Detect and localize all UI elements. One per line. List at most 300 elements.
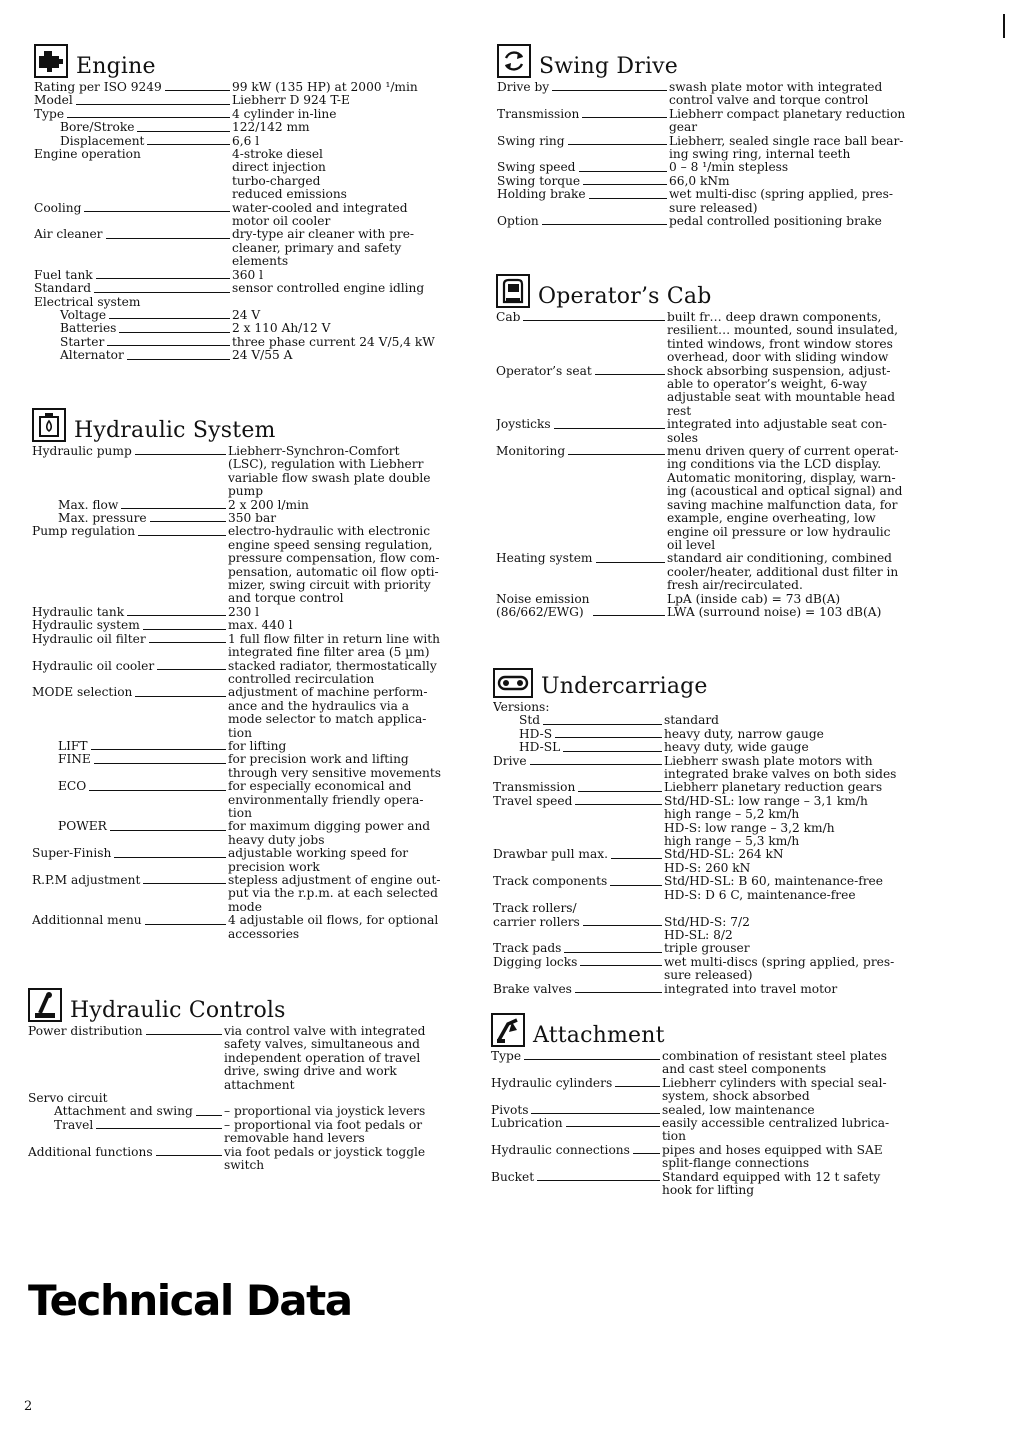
spec-value: 24 V (232, 307, 261, 322)
spec-label-cell (32, 633, 228, 646)
swing-drive-title: Swing Drive (539, 54, 679, 79)
leader-line (149, 642, 226, 643)
spec-value: 6,6 l (232, 133, 260, 148)
leader-line (109, 318, 230, 319)
spec-value: 230 l (228, 604, 260, 619)
spec-value: – proportional via joystick levers (224, 1104, 426, 1119)
spec-row (32, 820, 472, 847)
spec-label: Servo circuit (28, 1092, 108, 1106)
spec-row (493, 701, 943, 714)
leader-line (143, 629, 226, 630)
spec-label: Electrical system (34, 295, 141, 309)
spec-label-cell (493, 755, 664, 768)
spec-label-cell (32, 874, 228, 887)
spec-row (34, 148, 464, 202)
spec-value: swash plate motor with integrated control valve and torque control (669, 80, 883, 108)
rotation-arrows-icon (497, 44, 531, 78)
spec-value: dry-type air cleaner with pre- cleaner, primary and safety elements (232, 227, 415, 269)
attachment-heading (491, 1005, 941, 1047)
spec-label-cell (34, 135, 232, 148)
spec-label: MODE selection (32, 686, 133, 700)
operators-cab-section (496, 266, 946, 619)
spec-label-cell (32, 753, 228, 766)
spec-value: 2 x 200 l/min (228, 497, 309, 512)
spec-row (34, 202, 464, 229)
spec-label-cell (497, 161, 669, 174)
spec-row (34, 94, 464, 107)
spec-label: Engine operation (34, 148, 141, 162)
spec-row (32, 753, 472, 780)
leader-line (568, 144, 667, 145)
spec-row (32, 874, 472, 914)
spec-label-cell (496, 418, 667, 431)
spec-value: stacked radiator, thermostatically controlled recirculation (228, 658, 437, 686)
spec-value: Std/HD-SL: 264 kN HD-S: 260 kN (664, 847, 784, 875)
leader-line (575, 804, 662, 805)
spec-label: Drive by (497, 81, 550, 94)
spec-label: Model (34, 94, 73, 108)
spec-value: LpA (inside cab) = 73 dB(A) LWA (surround noise) = 103 dB(A) (667, 591, 882, 619)
spec-row (34, 322, 464, 335)
leader-line (127, 359, 230, 360)
spec-label-cell (493, 983, 664, 996)
spec-row (32, 512, 472, 525)
spec-row (34, 81, 464, 94)
spec-row (493, 741, 943, 754)
spec-label-cell (493, 714, 664, 727)
spec-label: Fuel tank (34, 268, 93, 282)
spec-row (497, 161, 947, 174)
leader-line (156, 1155, 222, 1156)
spec-label-cell (497, 108, 669, 121)
leader-line (91, 749, 227, 750)
spec-value: Liebherr compact planetary reduction gear (669, 106, 906, 135)
spec-row (32, 847, 472, 874)
leader-line (568, 454, 665, 455)
spec-value: Liebherr planetary reduction gears (664, 780, 883, 795)
spec-label: Drawbar pull max. (493, 848, 608, 862)
leader-line (96, 1128, 222, 1129)
spec-value: easily accessible centralized lubrica- tion (662, 1116, 890, 1144)
spec-label: Hydraulic cylinders (491, 1076, 613, 1090)
spec-label-cell (32, 660, 228, 673)
leader-line (96, 278, 230, 279)
spec-label: Swing speed (497, 161, 576, 175)
spec-label-cell (34, 148, 232, 161)
leader-line (542, 224, 667, 225)
leader-line (596, 562, 666, 563)
spec-label: POWER (58, 820, 107, 834)
leader-line (67, 117, 230, 118)
spec-row (32, 740, 472, 753)
spec-row (496, 552, 946, 592)
leader-line (107, 345, 230, 346)
spec-row (497, 135, 947, 162)
engine-title: Engine (76, 54, 156, 79)
spec-value: Liebherr swash plate motors with integrated brake valves on both sides (664, 753, 897, 782)
leader-line (552, 90, 667, 91)
spec-value: Standard equipped with 12 t safety hook for lifting (662, 1169, 881, 1198)
spec-label: Power distribution (28, 1025, 143, 1038)
spec-row (493, 956, 943, 983)
hydraulic-controls-section (28, 980, 468, 1172)
spec-row (28, 1105, 468, 1118)
leader-line (106, 238, 231, 239)
spec-label: HD-S (519, 727, 553, 741)
swing-drive-section (497, 36, 947, 228)
leader-line (595, 374, 665, 375)
spec-label-cell (493, 781, 664, 794)
undercarriage-title: Undercarriage (541, 674, 708, 699)
spec-label: Track pads (493, 942, 562, 956)
spec-value: 4 cylinder in-line (232, 106, 337, 121)
spec-label-cell (497, 175, 669, 188)
spec-label-cell (491, 1077, 662, 1090)
spec-label: Heating system (496, 552, 593, 566)
spec-value: Liebherr, sealed single race ball bear- ing swing ring, internal teeth (669, 133, 904, 162)
spec-value: adjustable working speed for precision work (228, 846, 409, 874)
spec-value: 360 l (232, 267, 264, 282)
leader-line (537, 1180, 660, 1181)
spec-value: 99 kW (135 HP) at 2000 ¹/min (232, 80, 418, 94)
spec-value: via control valve with integrated safety valves, simultaneous and independent operation of travel drive, swing drive and work attachment (224, 1024, 426, 1092)
spec-value: pedal controlled positioning brake (669, 214, 882, 229)
spec-row (491, 1104, 941, 1117)
spec-label-cell (493, 741, 664, 754)
leader-line (543, 724, 662, 725)
spec-value: 24 V/55 A (232, 348, 293, 363)
spec-label: ECO (58, 780, 87, 794)
crawler-track-icon (493, 668, 533, 698)
spec-row (493, 755, 943, 782)
spec-label-cell (32, 847, 228, 860)
spec-label-cell (497, 135, 669, 148)
spec-value: 350 bar (228, 511, 277, 526)
leader-line (157, 669, 226, 670)
spec-row (493, 781, 943, 794)
leader-line (554, 428, 665, 429)
spec-value: for precision work and lifting through very sensitive movements (228, 752, 441, 780)
spec-label-cell (34, 296, 232, 309)
spec-label-cell (493, 795, 664, 808)
spec-label-cell (32, 619, 228, 632)
leader-line (76, 104, 230, 105)
spec-label: Bucket (491, 1170, 535, 1184)
spec-row (34, 269, 464, 282)
leader-line (582, 117, 667, 118)
spec-value: combination of resistant steel plates and cast steel components (662, 1049, 888, 1077)
leader-line (137, 131, 230, 132)
spec-label: Additional functions (28, 1145, 153, 1159)
spec-value: standard (664, 713, 719, 728)
spec-value: 66,0 kNm (669, 173, 730, 188)
spec-row (491, 1050, 941, 1077)
spec-value: 4 adjustable oil flows, for optional accessories (228, 913, 439, 941)
spec-label: Hydraulic pump (32, 445, 132, 458)
spec-label: Voltage (60, 308, 107, 322)
spec-row (28, 1092, 468, 1105)
spec-label-cell (491, 1144, 662, 1157)
spec-label-cell (493, 701, 664, 714)
spec-value: 0 – 8 ¹/min stepless (669, 160, 789, 175)
spec-row (496, 593, 946, 620)
spec-row (491, 1117, 941, 1144)
spec-label: Type (491, 1050, 522, 1063)
spec-label: Max. flow (58, 498, 119, 512)
spec-row (32, 619, 472, 632)
spec-label: Type (34, 107, 65, 121)
spec-row (491, 1171, 941, 1198)
spec-row (496, 418, 946, 445)
spec-row (32, 633, 472, 660)
hydraulic-controls-heading (28, 980, 468, 1022)
spec-label: Attachment and swing (54, 1105, 193, 1119)
spec-value: built fr… deep drawn components, resilient… mounted, sound insulated, tinted windows, front window stores overhead, door with sliding window (667, 310, 899, 365)
spec-label: Transmission (497, 107, 580, 121)
spec-label: Option (497, 215, 539, 229)
spec-label-cell (496, 311, 667, 324)
leader-line (121, 508, 226, 509)
spec-label: Digging locks (493, 955, 578, 969)
swing-drive-rows (497, 81, 947, 228)
spec-value: – proportional via foot pedals or removable hand levers (224, 1117, 423, 1146)
hydraulic-system-heading (32, 400, 472, 442)
leader-line (566, 1126, 660, 1127)
spec-value: 2 x 110 Ah/12 V (232, 321, 331, 336)
spec-label: Starter (60, 335, 105, 349)
spec-label: Max. pressure (58, 512, 147, 526)
spec-row (34, 135, 464, 148)
leader-line (147, 144, 230, 145)
spec-value: electro-hydraulic with electronic engine speed sensing regulation, pressure compensation, flow com- pensation, automatic oil flow opti- mizer, swing circuit with priority and torque control (228, 524, 440, 606)
spec-label-cell (32, 740, 228, 753)
leader-line (165, 90, 230, 91)
spec-label-cell (32, 525, 228, 538)
attachment-title: Attachment (533, 1023, 665, 1048)
spec-label-cell (493, 875, 664, 888)
spec-label: Brake valves (493, 982, 572, 996)
spec-label: HD-SL (519, 741, 561, 755)
spec-label-cell (491, 1050, 662, 1063)
spec-label-cell (496, 365, 667, 378)
leader-line (531, 1113, 660, 1114)
spec-row (28, 1025, 468, 1092)
leader-line (579, 171, 668, 172)
hydraulic-system-rows (32, 445, 472, 941)
spec-label-cell (497, 81, 669, 94)
spec-label: Air cleaner (34, 228, 103, 242)
spec-label: Super-Finish (32, 847, 112, 861)
spec-row (32, 606, 472, 619)
undercarriage-heading (493, 656, 943, 698)
spec-label: Hydraulic system (32, 619, 140, 633)
spec-row (32, 660, 472, 687)
spec-label-cell (34, 336, 232, 349)
spec-row (497, 215, 947, 228)
spec-label-cell (34, 202, 232, 215)
page-edge-mark (1003, 14, 1005, 38)
spec-row (496, 445, 946, 552)
spec-row (34, 108, 464, 121)
spec-label-cell (496, 552, 667, 565)
spec-row (34, 309, 464, 322)
leader-line (145, 924, 226, 925)
spec-row (496, 311, 946, 365)
engine-heading (34, 36, 464, 78)
spec-label: Displacement (60, 134, 145, 148)
spec-label: Joysticks (496, 418, 551, 432)
spec-label: Rating per ISO 9249 (34, 81, 162, 94)
leader-line (633, 1153, 660, 1154)
spec-label-cell (32, 914, 228, 927)
operators-cab-title: Operator’s Cab (538, 284, 712, 309)
leader-line (150, 521, 226, 522)
page-title: Technical Data (28, 1276, 352, 1325)
spec-value: sealed, low maintenance (662, 1102, 815, 1117)
spec-label-cell (32, 445, 228, 458)
engine-icon (34, 44, 68, 78)
spec-label-cell (28, 1119, 224, 1132)
spec-label: Operator’s seat (496, 364, 592, 378)
spec-label-cell (493, 902, 664, 929)
spec-value: triple grouser (664, 941, 750, 956)
leader-line (135, 454, 226, 455)
spec-label: Additionnal menu (32, 914, 142, 928)
leader-line (583, 184, 667, 185)
spec-label: Noise emission (86/662/EWG) (496, 592, 590, 619)
leader-line (146, 1034, 222, 1035)
leader-line (593, 615, 665, 616)
leader-line (563, 751, 662, 752)
spec-value: adjustment of machine perform- ance and the hydraulics via a mode selector to match applica- tion (228, 685, 428, 740)
spec-label: Track rollers/ carrier rollers (493, 902, 580, 929)
spec-value: pipes and hoses equipped with SAE split-flange connections (662, 1142, 883, 1171)
spec-label-cell (34, 349, 232, 362)
spec-label-cell (493, 848, 664, 861)
spec-label-cell (491, 1171, 662, 1184)
spec-label-cell (32, 820, 228, 833)
spec-value: water-cooled and integrated motor oil cooler (232, 200, 408, 229)
spec-label: Travel (54, 1118, 94, 1132)
undercarriage-rows (493, 701, 943, 996)
spec-value: wet multi-disc (spring applied, pres- sure released) (669, 187, 893, 215)
spec-label-cell (34, 282, 232, 295)
leader-line (94, 292, 230, 293)
spec-row (32, 780, 472, 820)
leader-line (119, 332, 230, 333)
spec-label-cell (34, 322, 232, 335)
spec-row (32, 499, 472, 512)
control-lever-icon (28, 988, 62, 1022)
spec-label: FINE (58, 753, 91, 767)
spec-label-cell (34, 269, 232, 282)
leader-line (143, 883, 226, 884)
spec-value: menu driven query of current operat- ing conditions via the LCD display. Automatic monitoring, display, warn- ing (acoustical and optical signal) and saving machine malfunction data, for example, engine overheating, low engine oil pressure or low hydraulic oil level (667, 444, 903, 552)
spec-label: Track components (493, 875, 608, 889)
cab-icon (496, 274, 530, 308)
spec-row (34, 336, 464, 349)
spec-label: R.P.M adjustment (32, 874, 141, 887)
spec-label: Transmission (493, 781, 576, 795)
spec-label-cell (493, 956, 664, 969)
spec-row (493, 848, 943, 875)
swing-drive-heading (497, 36, 947, 78)
spec-label: Standard (34, 282, 92, 296)
leader-line (580, 965, 662, 966)
spec-row (491, 1144, 941, 1171)
spec-label-cell (28, 1146, 224, 1159)
spec-label: Monitoring (496, 445, 566, 459)
spec-label: Pivots (491, 1103, 529, 1117)
leader-line (578, 791, 662, 792)
spec-value: for especially economical and environmentally friendly opera- tion (228, 779, 424, 820)
spec-label-cell (491, 1104, 662, 1117)
spec-label: Alternator (60, 349, 124, 363)
spec-value: 1 full flow filter in return line with integrated fine filter area (5 µm) (228, 631, 441, 660)
spec-value: Liebherr cylinders with special seal- system, shock absorbed (662, 1075, 887, 1104)
spec-value: for lifting (228, 738, 287, 753)
spec-row (32, 525, 472, 605)
spec-label: Pump regulation (32, 525, 136, 539)
excavator-arm-icon (491, 1013, 525, 1047)
leader-line (589, 198, 667, 199)
spec-label: Travel speed (493, 794, 573, 808)
spec-label-cell (34, 228, 232, 241)
spec-label: Lubrication (491, 1117, 563, 1131)
leader-line (615, 1086, 660, 1087)
leader-line (555, 737, 662, 738)
spec-row (497, 175, 947, 188)
engine-rows (34, 81, 464, 363)
spec-label-cell (32, 686, 228, 699)
spec-label-cell (491, 1117, 662, 1130)
spec-label: Batteries (60, 322, 117, 336)
hydraulic-tank-icon (32, 408, 66, 442)
spec-label-cell (496, 445, 667, 458)
leader-line (583, 925, 662, 926)
spec-label: Holding brake (497, 188, 586, 202)
leader-line (127, 615, 226, 616)
spec-row (28, 1146, 468, 1173)
spec-value: wet multi-discs (spring applied, pres- sure released) (664, 954, 895, 983)
spec-row (34, 349, 464, 362)
page-number: 2 (24, 1399, 33, 1414)
hydraulic-controls-rows (28, 1025, 468, 1172)
hydraulic-controls-title: Hydraulic Controls (70, 998, 286, 1023)
spec-label: Swing ring (497, 134, 565, 148)
spec-row (34, 296, 464, 309)
spec-row (32, 686, 472, 740)
spec-row (34, 121, 464, 134)
spec-value: sensor controlled engine idling (232, 281, 425, 296)
spec-label-cell (34, 81, 232, 94)
attachment-rows (491, 1050, 941, 1197)
spec-row (32, 914, 472, 941)
spec-row (493, 714, 943, 727)
spec-value: three phase current 24 V/5,4 kW (232, 334, 435, 349)
undercarriage-section (493, 656, 943, 996)
spec-label-cell (34, 121, 232, 134)
spec-value: Liebherr D 924 T-E (232, 93, 350, 108)
spec-row (493, 942, 943, 955)
spec-label-cell (493, 942, 664, 955)
leader-line (110, 830, 226, 831)
hydraulic-system-section (32, 400, 472, 941)
spec-label: Cooling (34, 201, 82, 215)
spec-row (32, 445, 472, 499)
spec-row (497, 108, 947, 135)
spec-label: Hydraulic oil cooler (32, 659, 155, 673)
